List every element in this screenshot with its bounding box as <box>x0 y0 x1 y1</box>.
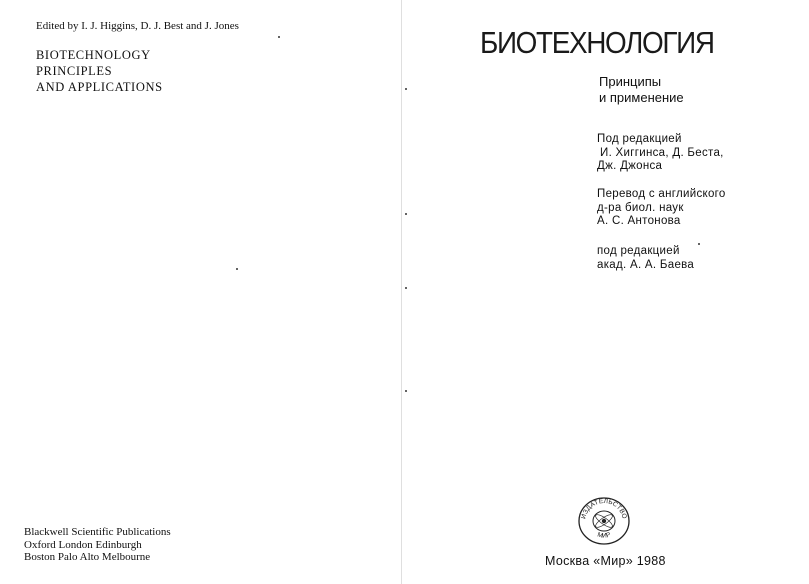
translator-degree: д-ра биол. наук <box>597 201 684 214</box>
translator-name: А. С. Антонова <box>597 215 681 227</box>
scan-speck <box>236 268 238 270</box>
original-title <box>36 47 163 95</box>
scan-speck <box>405 390 407 392</box>
chief-editor-heading: под редакцией <box>597 245 680 257</box>
scan-speck <box>405 213 407 215</box>
translation-heading: Перевод с английского <box>597 188 726 200</box>
publisher-line: Blackwell Scientific Publications <box>24 526 171 538</box>
scan-speck <box>405 88 407 90</box>
russian-title: БИОТЕХНОЛОГИЯ <box>480 25 714 60</box>
publisher-line: Boston Palo Alto Melbourne <box>24 551 151 563</box>
chief-editor-name: акад. А. А. Баева <box>597 258 695 271</box>
editors-block <box>597 133 724 174</box>
chief-editor-block <box>597 245 694 272</box>
translation-block <box>597 188 726 229</box>
editors-heading: Под редакцией <box>597 133 682 145</box>
scan-speck <box>698 243 700 245</box>
editors-names: Дж. Джонса <box>597 160 663 172</box>
scan-speck <box>405 287 407 289</box>
right-page <box>402 0 809 584</box>
seal-text-top: ИЗДАТЕЛЬСТВО <box>580 497 628 520</box>
original-editors-line: Edited by I. J. Higgins, D. J. Best and J. Jones <box>36 20 239 32</box>
subtitle-line: Принципы <box>599 74 662 89</box>
subtitle-line: и применение <box>599 90 684 105</box>
editors-names: И. Хиггинса, Д. Беста, <box>600 146 724 159</box>
publisher-imprint: Москва «Мир» 1988 <box>545 554 666 568</box>
russian-subtitle <box>599 74 684 106</box>
original-publisher <box>24 526 171 564</box>
svg-text:МИР <box>596 531 611 539</box>
original-title-line: AND APPLICATIONS <box>36 80 163 94</box>
original-title-line: BIOTECHNOLOGY <box>36 48 151 62</box>
seal-text-bottom: МИР <box>596 531 612 540</box>
svg-text:ИЗДАТЕЛЬСТВО <box>580 498 628 520</box>
publisher-line: Oxford London Edinburgh <box>24 538 142 551</box>
scan-speck <box>278 36 280 38</box>
publisher-seal-logo <box>576 494 632 546</box>
original-title-line: PRINCIPLES <box>36 64 113 78</box>
left-page <box>0 0 402 584</box>
